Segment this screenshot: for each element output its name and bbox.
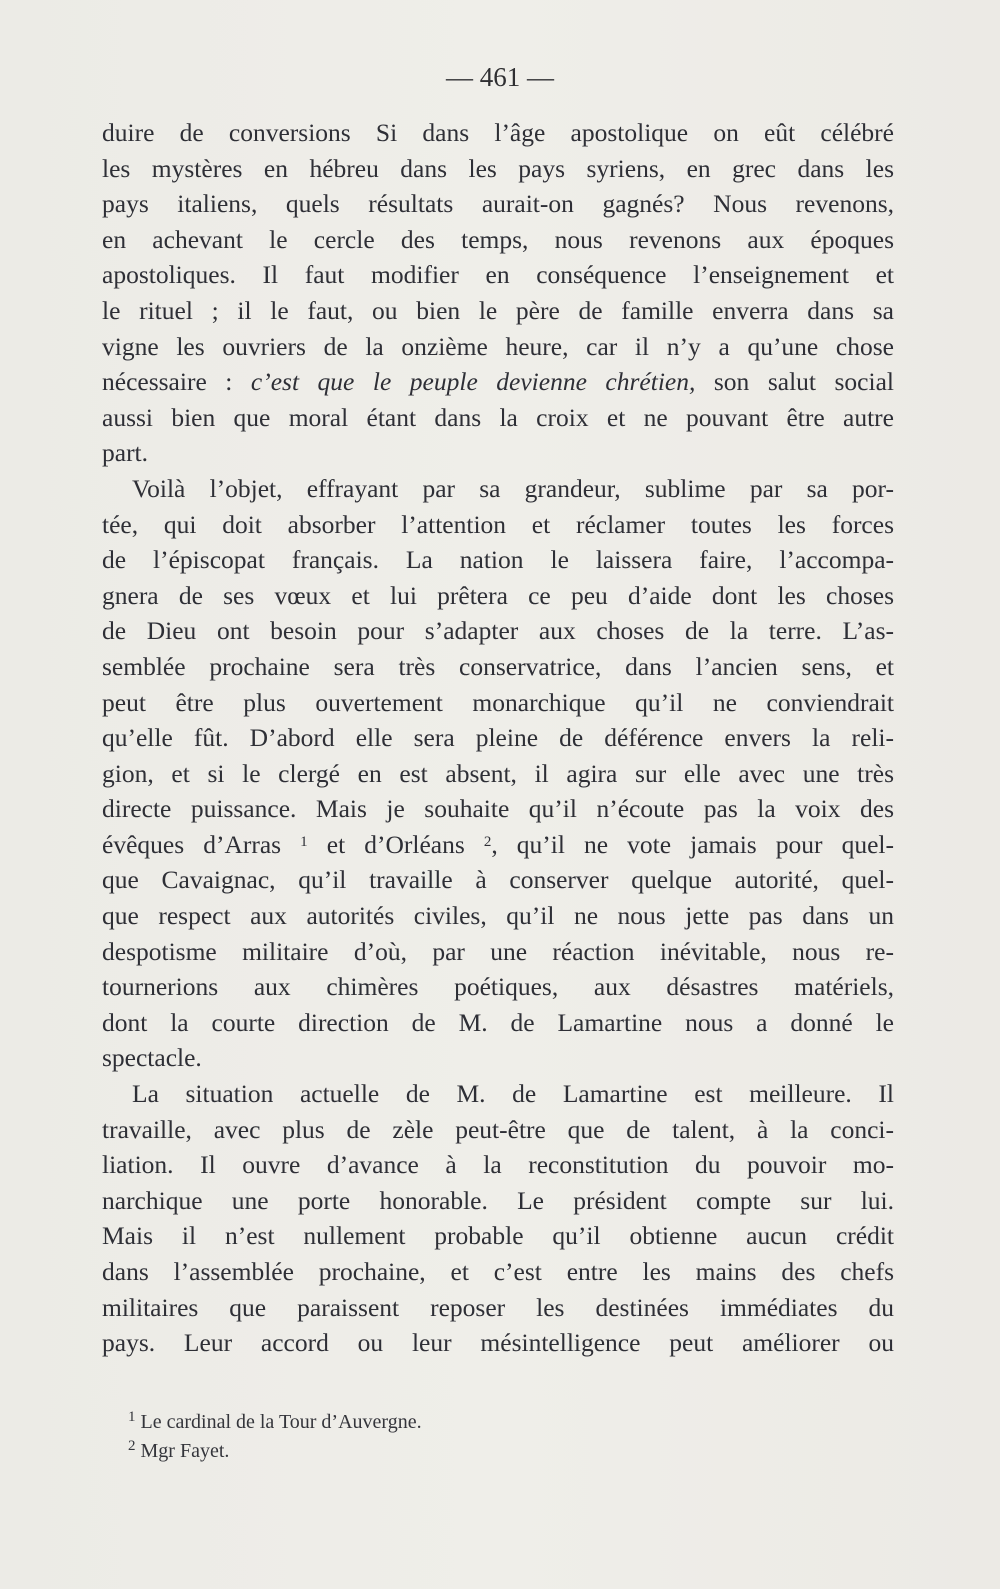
text-line: gion, et si le clergé en est absent, il agira sur elle avec une très (102, 758, 894, 788)
text-line: liation. Il ouvre d’avance à la reconstitution du pouvoir mo- (102, 1150, 894, 1180)
text-line: directe puissance. Mais je souhaite qu’il n’écoute pas la voix des (102, 794, 894, 824)
text-line: Mais il n’est nullement probable qu’il obtienne aucun crédit (102, 1221, 894, 1251)
text-line: duire de conversions Si dans l’âge apostolique on eût célébré (102, 118, 894, 147)
text-line: vigne les ouvriers de la onzième heure, car il n’y a qu’une chose (102, 331, 894, 361)
text-line: pays italiens, quels résultats aurait-on gagnés? Nous revenons, (102, 189, 894, 219)
text-line: apostoliques. Il faut modifier en conséquence l’enseignement et (102, 260, 894, 290)
text-line: La situation actuelle de M. de Lamartine est meilleure. Il (132, 1079, 894, 1109)
footnote-ref-2: 2 (483, 833, 492, 850)
text-line: de Dieu ont besoin pour s’adapter aux choses de la terre. L’as- (102, 616, 894, 646)
text-fragment: et d’Orléans (307, 829, 484, 859)
italic-phrase: c’est que le peuple devienne chrétien, (250, 367, 696, 397)
footnote-ref-1: 1 (300, 833, 308, 850)
text-line: le rituel ; il le faut, ou bien le père de famille enverra dans sa (102, 295, 894, 325)
footnote-text: Le cardinal de la Tour d’Auvergne. (140, 1411, 422, 1433)
text-line: pays. Leur accord ou leur mésintelligence peut améliorer ou (102, 1328, 894, 1358)
text-line: travaille, avec plus de zèle peut-être que de talent, à la conci- (102, 1114, 894, 1144)
text-fragment: évêques d’Arras (102, 829, 301, 859)
text-line: part. (102, 438, 149, 468)
text-line: Voilà l’objet, effrayant par sa grandeur, sublime par sa por- (132, 473, 894, 503)
text-line: les mystères en hébreu dans les pays syriens, en grec dans les (102, 153, 894, 183)
text-line: gnera de ses vœux et lui prêtera ce peu d’aide dont les choses (102, 580, 894, 610)
text-fragment: , qu’il ne vote jamais pour quel- (491, 829, 894, 859)
body-text (102, 115, 894, 1361)
text-line: en achevant le cercle des temps, nous revenons aux époques (102, 224, 894, 254)
footnote-mark: 1 (128, 1409, 136, 1425)
text-line: spectacle. (102, 1043, 202, 1073)
text-line: peut être plus ouvertement monarchique qu’il ne conviendrait (102, 687, 894, 717)
text-line: qu’elle fût. D’abord elle sera pleine de déférence envers la reli- (102, 723, 894, 753)
text-line: tée, qui doit absorber l’attention et réclamer toutes les forces (102, 509, 894, 539)
text-line: que Cavaignac, qu’il travaille à conserver quelque autorité, quel- (102, 865, 894, 895)
text-line: dont la courte direction de M. de Lamartine nous a donné le (102, 1007, 894, 1037)
footnote-2 (128, 1437, 422, 1466)
footnote-1 (128, 1408, 422, 1437)
text-line: dans l’assemblée prochaine, et c’est entre les mains des chefs (102, 1257, 894, 1286)
text-fragment: son salut social (695, 367, 894, 397)
page-number: — 461 — (446, 62, 554, 92)
text-line: que respect aux autorités civiles, qu’il ne nous jette pas dans un (102, 901, 894, 931)
text-line-footnote-refs (102, 827, 894, 863)
text-line: tournerions aux chimères poétiques, aux désastres matériels, (102, 972, 894, 1002)
text-line: despotisme militaire d’où, par une réaction inévitable, nous re- (102, 936, 894, 966)
footnotes (128, 1408, 422, 1466)
text-line: de l’épiscopat français. La nation le laissera faire, l’accompa- (102, 545, 894, 575)
text-line: aussi bien que moral étant dans la croix et ne pouvant être autre (102, 402, 894, 432)
footnote-mark: 2 (128, 1438, 136, 1454)
text-fragment: nécessaire : (102, 367, 251, 397)
text-line-italic-phrase (102, 364, 894, 400)
text-line: militaires que paraissent reposer les destinées immédiates du (102, 1292, 894, 1322)
text-line: narchique une porte honorable. Le président compte sur lui. (102, 1185, 894, 1215)
text-line: semblée prochaine sera très conservatrice, dans l’ancien sens, et (102, 651, 894, 681)
footnote-text: Mgr Fayet. (140, 1440, 230, 1462)
